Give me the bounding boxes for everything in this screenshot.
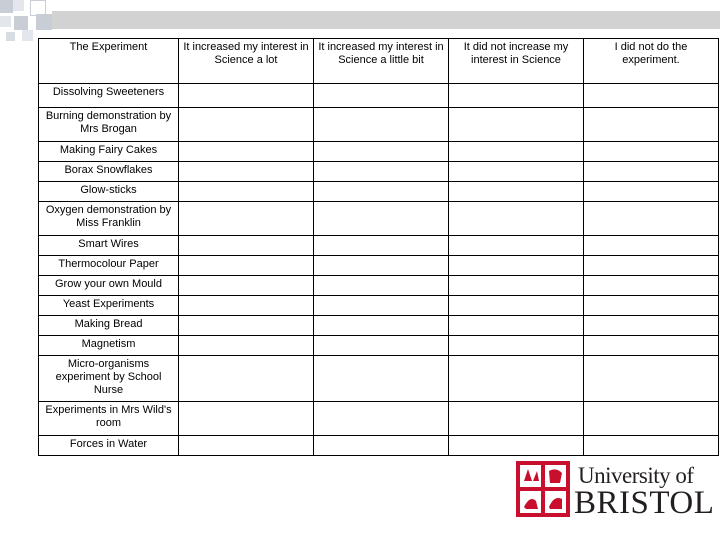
university-logo: [516, 461, 715, 521]
response-cell[interactable]: [314, 402, 449, 436]
response-cell[interactable]: [449, 436, 584, 456]
response-cell[interactable]: [449, 296, 584, 316]
response-cell[interactable]: [314, 162, 449, 182]
response-cell[interactable]: [584, 84, 719, 108]
response-cell[interactable]: [584, 202, 719, 236]
response-cell[interactable]: [179, 84, 314, 108]
response-cell[interactable]: [314, 436, 449, 456]
experiment-name: Smart Wires: [39, 236, 179, 256]
response-cell[interactable]: [449, 84, 584, 108]
response-cell[interactable]: [584, 236, 719, 256]
response-cell[interactable]: [449, 276, 584, 296]
header-increased-a-little: It increased my interest in Science a little bit: [314, 39, 449, 84]
response-cell[interactable]: [179, 256, 314, 276]
response-cell[interactable]: [314, 276, 449, 296]
table-row: [39, 142, 719, 162]
response-cell[interactable]: [179, 162, 314, 182]
response-cell[interactable]: [179, 202, 314, 236]
response-cell[interactable]: [449, 256, 584, 276]
table-row: [39, 402, 719, 436]
response-cell[interactable]: [314, 256, 449, 276]
table-row: [39, 296, 719, 316]
logo-line-bristol: BRISTOL: [574, 485, 715, 521]
response-cell[interactable]: [584, 356, 719, 402]
response-cell[interactable]: [179, 436, 314, 456]
table-row: [39, 316, 719, 336]
table-row: [39, 276, 719, 296]
experiment-name: Glow-sticks: [39, 182, 179, 202]
response-cell[interactable]: [449, 336, 584, 356]
response-cell[interactable]: [314, 142, 449, 162]
header-did-not-do: I did not do the experiment.: [584, 39, 719, 84]
survey-table: [38, 38, 719, 456]
response-cell[interactable]: [179, 236, 314, 256]
response-cell[interactable]: [584, 256, 719, 276]
table-row: [39, 162, 719, 182]
response-cell[interactable]: [584, 296, 719, 316]
table-row: [39, 84, 719, 108]
experiment-name: Dissolving Sweeteners: [39, 84, 179, 108]
table-row: [39, 108, 719, 142]
response-cell[interactable]: [179, 108, 314, 142]
response-cell[interactable]: [584, 316, 719, 336]
experiment-name: Making Fairy Cakes: [39, 142, 179, 162]
response-cell[interactable]: [584, 182, 719, 202]
response-cell[interactable]: [584, 336, 719, 356]
response-cell[interactable]: [449, 108, 584, 142]
table-row: [39, 356, 719, 402]
response-cell[interactable]: [449, 162, 584, 182]
experiment-name: Borax Snowflakes: [39, 162, 179, 182]
response-cell[interactable]: [314, 182, 449, 202]
experiment-name: Grow your own Mould: [39, 276, 179, 296]
table-row: [39, 202, 719, 236]
experiment-name: Making Bread: [39, 316, 179, 336]
response-cell[interactable]: [179, 356, 314, 402]
response-cell[interactable]: [584, 402, 719, 436]
crest-icon: [516, 461, 570, 517]
response-cell[interactable]: [179, 336, 314, 356]
experiment-name: Oxygen demonstration by Miss Franklin: [39, 202, 179, 236]
table-row: [39, 336, 719, 356]
experiment-name: Experiments in Mrs Wild's room: [39, 402, 179, 436]
response-cell[interactable]: [179, 402, 314, 436]
response-cell[interactable]: [314, 336, 449, 356]
response-cell[interactable]: [314, 296, 449, 316]
header-row: [39, 39, 719, 84]
response-cell[interactable]: [449, 202, 584, 236]
header-increased-a-lot: It increased my interest in Science a lot: [179, 39, 314, 84]
table-row: [39, 256, 719, 276]
response-cell[interactable]: [449, 356, 584, 402]
header-did-not-increase: It did not increase my interest in Science: [449, 39, 584, 84]
response-cell[interactable]: [449, 142, 584, 162]
response-cell[interactable]: [179, 316, 314, 336]
experiment-name: Yeast Experiments: [39, 296, 179, 316]
experiment-name: Thermocolour Paper: [39, 256, 179, 276]
response-cell[interactable]: [314, 108, 449, 142]
response-cell[interactable]: [314, 202, 449, 236]
experiment-name: Forces in Water: [39, 436, 179, 456]
table-row: [39, 436, 719, 456]
response-cell[interactable]: [449, 182, 584, 202]
response-cell[interactable]: [584, 436, 719, 456]
response-cell[interactable]: [449, 316, 584, 336]
experiment-name: Burning demonstration by Mrs Brogan: [39, 108, 179, 142]
response-cell[interactable]: [584, 276, 719, 296]
response-cell[interactable]: [449, 402, 584, 436]
experiment-name: Micro-organisms experiment by School Nurse: [39, 356, 179, 402]
response-cell[interactable]: [584, 142, 719, 162]
response-cell[interactable]: [584, 162, 719, 182]
response-cell[interactable]: [179, 296, 314, 316]
response-cell[interactable]: [584, 108, 719, 142]
response-cell[interactable]: [449, 236, 584, 256]
title-bar-decoration: [52, 11, 720, 29]
response-cell[interactable]: [314, 356, 449, 402]
response-cell[interactable]: [179, 142, 314, 162]
experiment-name: Magnetism: [39, 336, 179, 356]
table-row: [39, 236, 719, 256]
logo-line-university: University of: [578, 463, 694, 488]
response-cell[interactable]: [179, 182, 314, 202]
response-cell[interactable]: [314, 236, 449, 256]
table-row: [39, 182, 719, 202]
header-experiment: The Experiment: [39, 39, 179, 84]
response-cell[interactable]: [314, 84, 449, 108]
response-cell[interactable]: [179, 276, 314, 296]
response-cell[interactable]: [314, 316, 449, 336]
